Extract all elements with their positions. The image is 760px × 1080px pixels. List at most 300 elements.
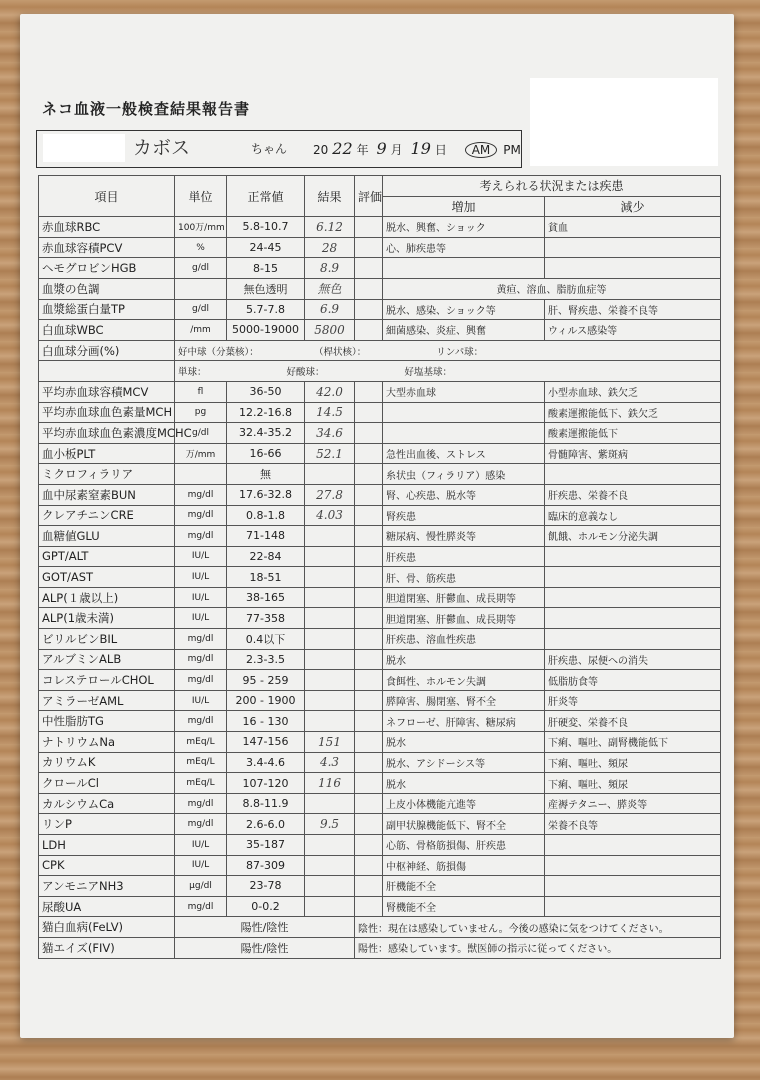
item-name: ALP(１歳以上) [39, 587, 175, 608]
felv-row [39, 917, 721, 938]
item-unit: mEq/L [175, 773, 227, 794]
plasma-color-row [39, 278, 721, 299]
item-name: ALP(1歳未満) [39, 608, 175, 629]
item-eval [355, 896, 383, 917]
item-normal: 16 - 130 [227, 711, 305, 732]
item-name: リンP [39, 814, 175, 835]
item-increase: 中枢神経、筋損傷 [383, 855, 545, 876]
item-decrease [545, 835, 721, 856]
item-normal: 無 [227, 464, 305, 485]
item-increase: 脱水 [383, 732, 545, 753]
item-decrease [545, 258, 721, 279]
header-item: 項目 [39, 176, 175, 217]
item-normal: 5.7-7.8 [227, 299, 305, 320]
item-name: 猫白血病(FeLV) [39, 917, 175, 938]
item-result: 116 [305, 773, 355, 794]
table-row [39, 587, 721, 608]
item-eval [355, 278, 383, 299]
item-unit: IU/L [175, 567, 227, 588]
item-normal: 16-66 [227, 443, 305, 464]
item-unit: IU/L [175, 587, 227, 608]
table-row [39, 835, 721, 856]
item-name: 赤血球RBC [39, 217, 175, 238]
item-result: 9.5 [305, 814, 355, 835]
item-unit: IU/L [175, 855, 227, 876]
item-result: 14.5 [305, 402, 355, 423]
item-unit: 100万/mm [175, 217, 227, 238]
item-result: 52.1 [305, 443, 355, 464]
item-normal: 35-187 [227, 835, 305, 856]
header-eval: 評価 [355, 176, 383, 217]
item-eval [355, 567, 383, 588]
item-increase: 大型赤血球 [383, 381, 545, 402]
eosino-label: 好酸球： [286, 367, 325, 379]
item-increase: 腎疾患 [383, 505, 545, 526]
item-increase: 急性出血後、ストレス [383, 443, 545, 464]
item-increase: 脱水 [383, 649, 545, 670]
item-unit: mEq/L [175, 752, 227, 773]
item-increase: 糖尿病、慢性膵炎等 [383, 526, 545, 547]
item-result [305, 464, 355, 485]
header-disease: 考えられる状況または疾患 [383, 176, 721, 197]
item-unit: fl [175, 381, 227, 402]
item-unit: mg/dl [175, 670, 227, 691]
item-name: GOT/AST [39, 567, 175, 588]
item-decrease: 肝疾患、栄養不良 [545, 484, 721, 505]
item-result [305, 711, 355, 732]
mono-label: 単球： [178, 367, 207, 379]
item-name: ミクロフィラリア [39, 464, 175, 485]
item-normal: 107-120 [227, 773, 305, 794]
patient-header [36, 130, 522, 168]
item-eval [355, 752, 383, 773]
item-name: コレステロールCHOL [39, 670, 175, 691]
table-row [39, 752, 721, 773]
item-unit: g/dl [175, 299, 227, 320]
item-normal: 0-0.2 [227, 896, 305, 917]
item-eval [355, 773, 383, 794]
item-normal: 77-358 [227, 608, 305, 629]
table-row [39, 505, 721, 526]
item-eval [355, 670, 383, 691]
item-unit: mg/dl [175, 814, 227, 835]
item-increase: 上皮小体機能亢進等 [383, 793, 545, 814]
item-result [305, 670, 355, 691]
item-unit: mg/dl [175, 793, 227, 814]
table-row [39, 670, 721, 691]
item-name: 赤血球容積PCV [39, 237, 175, 258]
item-result [305, 587, 355, 608]
item-result [305, 896, 355, 917]
item-name: CPK [39, 855, 175, 876]
am-circled: AM [465, 142, 498, 158]
date-year: 22 [332, 139, 353, 158]
item-increase: 脱水、感染、ショック等 [383, 299, 545, 320]
report-date [313, 139, 521, 158]
item-name: カリウムK [39, 752, 175, 773]
item-unit: mg/dl [175, 629, 227, 650]
table-row [39, 443, 721, 464]
item-result: 151 [305, 732, 355, 753]
item-result [305, 526, 355, 547]
item-eval [355, 876, 383, 897]
item-increase: 腎機能不全 [383, 896, 545, 917]
item-eval [355, 381, 383, 402]
item-eval [355, 649, 383, 670]
table-row [39, 423, 721, 444]
table-row [39, 484, 721, 505]
item-unit: mg/dl [175, 896, 227, 917]
item-normal: 95 - 259 [227, 670, 305, 691]
item-decrease [545, 237, 721, 258]
item-increase [383, 423, 545, 444]
item-normal: 22-84 [227, 546, 305, 567]
item-result [305, 546, 355, 567]
item-decrease: 低脂肪食等 [545, 670, 721, 691]
item-eval [355, 237, 383, 258]
item-increase: 脱水、興奮、ショック [383, 217, 545, 238]
item-eval [355, 690, 383, 711]
item-decrease: 貧血 [545, 217, 721, 238]
table-header-row [39, 176, 721, 197]
item-name: クロールCl [39, 773, 175, 794]
item-eval [355, 526, 383, 547]
item-unit: mg/dl [175, 711, 227, 732]
item-normal: 8.8-11.9 [227, 793, 305, 814]
item-name: ヘモグロビンHGB [39, 258, 175, 279]
item-decrease [545, 567, 721, 588]
item-name: 中性脂肪TG [39, 711, 175, 732]
item-increase: 糸状虫（フィラリア）感染 [383, 464, 545, 485]
item-decrease: 下痢、嘔吐、頻尿 [545, 752, 721, 773]
item-increase: 膵障害、腸閉塞、腎不全 [383, 690, 545, 711]
item-eval [355, 587, 383, 608]
item-decrease [545, 546, 721, 567]
item-decrease: 肝硬変、栄養不良 [545, 711, 721, 732]
item-increase: ネフローゼ、肝障害、糖尿病 [383, 711, 545, 732]
item-unit: 万/mm [175, 443, 227, 464]
item-normal: 2.6-6.0 [227, 814, 305, 835]
table-row [39, 402, 721, 423]
item-unit: pg [175, 402, 227, 423]
table-row [39, 299, 721, 320]
item-eval [355, 629, 383, 650]
table-row [39, 237, 721, 258]
item-increase [383, 258, 545, 279]
header-result: 結果 [305, 176, 355, 217]
item-unit: mg/dl [175, 526, 227, 547]
table-row [39, 217, 721, 238]
item-increase: 肝、骨、筋疾患 [383, 567, 545, 588]
item-result: 34.6 [305, 423, 355, 444]
item-eval [355, 258, 383, 279]
wbc-diff-row-2 [39, 361, 721, 382]
item-decrease: 産褥テタニー、膵炎等 [545, 793, 721, 814]
item-unit: IU/L [175, 608, 227, 629]
item-normal: 5000-19000 [227, 320, 305, 341]
item-decrease: 肝炎等 [545, 690, 721, 711]
results-table [38, 175, 721, 959]
item-result [305, 629, 355, 650]
item-normal: 24-45 [227, 237, 305, 258]
table-row [39, 320, 721, 341]
item-decrease: 臨床的意義なし [545, 505, 721, 526]
item-normal: 200 - 1900 [227, 690, 305, 711]
item-result [305, 835, 355, 856]
item-eval [355, 484, 383, 505]
item-normal: 無色透明 [227, 278, 305, 299]
item-name: 尿酸UA [39, 896, 175, 917]
item-name: 猫エイズ(FIV) [39, 937, 175, 958]
item-increase: 胆道閉塞、肝鬱血、成長期等 [383, 587, 545, 608]
band-label: （桿状核）： [318, 346, 367, 358]
item-eval [355, 835, 383, 856]
patient-name: カボス [133, 137, 191, 159]
item-normal: 2.3-3.5 [227, 649, 305, 670]
item-name: 白血球WBC [39, 320, 175, 341]
item-result: 5800 [305, 320, 355, 341]
item-name: アルブミンALB [39, 649, 175, 670]
item-normal: 147-156 [227, 732, 305, 753]
item-decrease [545, 464, 721, 485]
item-decrease: 下痢、嘔吐、副腎機能低下 [545, 732, 721, 753]
item-normal: 23-78 [227, 876, 305, 897]
item-unit: IU/L [175, 546, 227, 567]
item-decrease: 骨髄障害、紫斑病 [545, 443, 721, 464]
redaction-box [530, 78, 718, 166]
item-result [305, 793, 355, 814]
item-decrease: ウィルス感染等 [545, 320, 721, 341]
table-row [39, 649, 721, 670]
header-unit: 単位 [175, 176, 227, 217]
item-unit: /mm [175, 320, 227, 341]
neutro-label: 好中球（分葉核）： [178, 346, 259, 358]
item-eval [355, 217, 383, 238]
date-year-label: 年 [356, 143, 369, 157]
date-day: 19 [410, 139, 431, 158]
item-normal: 32.4-35.2 [227, 423, 305, 444]
item-decrease [545, 608, 721, 629]
item-normal: 8-15 [227, 258, 305, 279]
item-name: カルシウムCa [39, 793, 175, 814]
item-name: ナトリウムNa [39, 732, 175, 753]
item-normal: 87-309 [227, 855, 305, 876]
item-unit: IU/L [175, 690, 227, 711]
item-eval [355, 464, 383, 485]
table-row [39, 855, 721, 876]
item-name: 血漿の色調 [39, 278, 175, 299]
table-row [39, 629, 721, 650]
wbc-diff-line2 [175, 361, 721, 382]
wbc-diff-line1 [175, 340, 721, 361]
item-result: 無色 [305, 278, 355, 299]
item-unit: IU/L [175, 835, 227, 856]
item-decrease [545, 629, 721, 650]
item-name: ビリルビンBIL [39, 629, 175, 650]
item-eval [355, 299, 383, 320]
table-row [39, 773, 721, 794]
item-name: 血中尿素窒素BUN [39, 484, 175, 505]
item-increase: 細菌感染、炎症、興奮 [383, 320, 545, 341]
item-note: 陰性：現在は感染していません。今後の感染に気をつけてください。 [355, 917, 721, 938]
header-decrease: 減少 [545, 196, 721, 217]
item-decrease [545, 587, 721, 608]
table-row [39, 258, 721, 279]
item-eval [355, 855, 383, 876]
item-note: 陽性：感染しています。獣医師の指示に従ってください。 [355, 937, 721, 958]
item-result [305, 855, 355, 876]
item-decrease [545, 855, 721, 876]
item-normal: 71-148 [227, 526, 305, 547]
table-row [39, 793, 721, 814]
table-row [39, 876, 721, 897]
item-unit: g/dl [175, 423, 227, 444]
item-result [305, 649, 355, 670]
item-unit: mEq/L [175, 732, 227, 753]
item-result [305, 567, 355, 588]
item-result: 4.03 [305, 505, 355, 526]
item-increase: 胆道閉塞、肝鬱血、成長期等 [383, 608, 545, 629]
item-eval [355, 505, 383, 526]
item-unit: g/dl [175, 258, 227, 279]
date-month: 9 [376, 139, 387, 158]
wbc-diff-row-1 [39, 340, 721, 361]
item-decrease: 酸素運搬能低下、鉄欠乏 [545, 402, 721, 423]
item-normal: 38-165 [227, 587, 305, 608]
item-result [305, 876, 355, 897]
table-row [39, 546, 721, 567]
item-result: 8.9 [305, 258, 355, 279]
table-row [39, 526, 721, 547]
item-result [305, 690, 355, 711]
patient-suffix: ちゃん [251, 142, 288, 156]
name-redaction [43, 134, 125, 162]
item-increase: 副甲状腺機能低下、腎不全 [383, 814, 545, 835]
item-unit [175, 464, 227, 485]
item-eval [355, 402, 383, 423]
header-normal: 正常値 [227, 176, 305, 217]
table-row [39, 814, 721, 835]
item-decrease: 下痢、嘔吐、頻尿 [545, 773, 721, 794]
item-decrease: 酸素運搬能低下 [545, 423, 721, 444]
item-result: 6.12 [305, 217, 355, 238]
table-row [39, 381, 721, 402]
item-eval [355, 546, 383, 567]
table-row [39, 711, 721, 732]
item-decrease: 肝疾患、尿便への消失 [545, 649, 721, 670]
item-name: LDH [39, 835, 175, 856]
header-increase: 増加 [383, 196, 545, 217]
lympho-label: リンパ球： [436, 346, 484, 358]
item-increase: 脱水 [383, 773, 545, 794]
item-eval [355, 608, 383, 629]
item-name: 血漿総蛋白量TP [39, 299, 175, 320]
table-row [39, 567, 721, 588]
table-row [39, 690, 721, 711]
date-era: 20 [313, 143, 329, 157]
item-name: 白血球分画(%) [39, 340, 175, 361]
item-eval [355, 814, 383, 835]
item-increase [383, 402, 545, 423]
item-name: 平均赤血球血色素量MCH [39, 402, 175, 423]
item-increase: 肝機能不全 [383, 876, 545, 897]
item-eval [355, 423, 383, 444]
item-decrease: 小型赤血球、鉄欠乏 [545, 381, 721, 402]
table-row [39, 608, 721, 629]
table-row [39, 896, 721, 917]
report-title: ネコ血液一般検査結果報告書 [42, 100, 251, 118]
item-name: 血糖値GLU [39, 526, 175, 547]
item-normal: 陽性/陰性 [175, 917, 355, 938]
item-normal: 陽性/陰性 [175, 937, 355, 958]
item-name: 血小板PLT [39, 443, 175, 464]
item-normal: 18-51 [227, 567, 305, 588]
item-eval [355, 320, 383, 341]
item-result: 28 [305, 237, 355, 258]
item-name: 平均赤血球血色素濃度MCHC [39, 423, 175, 444]
item-result [305, 608, 355, 629]
item-name: GPT/ALT [39, 546, 175, 567]
item-normal: 36-50 [227, 381, 305, 402]
item-name: アンモニアNH3 [39, 876, 175, 897]
item-unit: mg/dl [175, 505, 227, 526]
item-decrease: 栄養不良等 [545, 814, 721, 835]
item-result: 4.3 [305, 752, 355, 773]
date-day-label: 日 [434, 143, 447, 157]
item-normal: 3.4-4.6 [227, 752, 305, 773]
item-unit: μg/dl [175, 876, 227, 897]
item-unit: % [175, 237, 227, 258]
item-unit [175, 278, 227, 299]
item-decrease [545, 896, 721, 917]
item-normal: 0.4以下 [227, 629, 305, 650]
item-normal: 12.2-16.8 [227, 402, 305, 423]
item-increase: 食餌性、ホルモン失調 [383, 670, 545, 691]
item-normal: 17.6-32.8 [227, 484, 305, 505]
item-increase: 腎、心疾患、脱水等 [383, 484, 545, 505]
item-name: アミラーゼAML [39, 690, 175, 711]
item-result: 42.0 [305, 381, 355, 402]
item-eval [355, 793, 383, 814]
item-normal: 0.8-1.8 [227, 505, 305, 526]
item-eval [355, 443, 383, 464]
item-increase: 肝疾患、溶血性疾患 [383, 629, 545, 650]
item-unit: mg/dl [175, 484, 227, 505]
item-increase: 心筋、骨格筋損傷、肝疾患 [383, 835, 545, 856]
wbc-diff-spacer [39, 361, 175, 382]
item-result: 27.8 [305, 484, 355, 505]
item-decrease: 飢餓、ホルモン分泌失調 [545, 526, 721, 547]
item-name: クレアチニンCRE [39, 505, 175, 526]
item-decrease: 肝、腎疾患、栄養不良等 [545, 299, 721, 320]
fiv-row [39, 937, 721, 958]
item-unit: mg/dl [175, 649, 227, 670]
item-result: 6.9 [305, 299, 355, 320]
pm-label: PM [503, 143, 521, 157]
item-normal: 5.8-10.7 [227, 217, 305, 238]
item-condition: 黄疸、溶血、脂肪血症等 [383, 278, 721, 299]
item-eval [355, 711, 383, 732]
item-increase: 肝疾患 [383, 546, 545, 567]
item-increase: 脱水、アシドーシス等 [383, 752, 545, 773]
item-decrease [545, 876, 721, 897]
table-row [39, 732, 721, 753]
filaria-row [39, 464, 721, 485]
baso-label: 好塩基球： [404, 367, 453, 379]
item-increase: 心、肺疾患等 [383, 237, 545, 258]
item-eval [355, 732, 383, 753]
date-month-label: 月 [390, 143, 403, 157]
